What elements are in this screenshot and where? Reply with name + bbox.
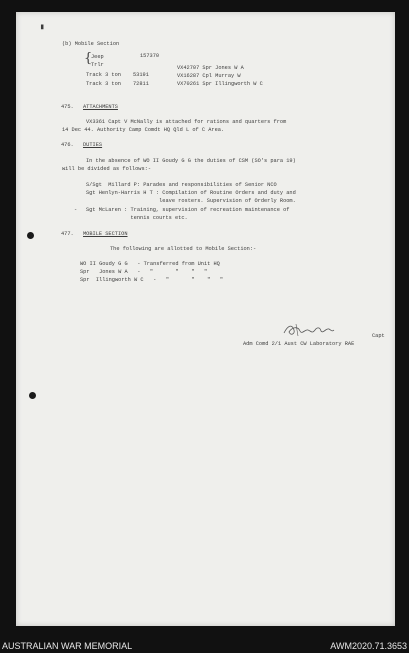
margin-dash: - [74,207,78,213]
duty-line: Sgt McLaren : Training, supervision of recreation maintenance of [86,207,290,213]
vehicle-type: Track 3 ton [86,72,121,78]
para-number: 475. [61,104,74,110]
para-heading: DUTIES [83,142,103,148]
duty-line: Sgt Henlyn-Harris H T : Compilation of Routine Orders and duty and [86,190,296,196]
document-page [16,12,395,626]
punch-hole [27,232,34,239]
para-heading: ATTACHMENTS [83,104,118,110]
brace: { [84,51,93,66]
allotment-row: Spr Illingworth W C - " " " " [80,277,224,283]
vehicle-assignment: VX70261 Spr Illingworth W C [177,81,263,87]
para-number: 476. [61,142,74,148]
vehicle-number: 157370 [140,53,160,59]
vehicle-type: Jeep [91,54,104,60]
vehicle-type: Track 3 ton [86,81,121,87]
vehicle-type: Trlr [91,62,104,68]
punch-hole [29,392,36,399]
section-title: (b) Mobile Section [62,41,120,47]
signature-rank: Capt [372,333,385,339]
footer-accession: AWM2020.71.3653 [330,641,407,651]
duty-line: tennis courts etc. [86,215,188,221]
vehicle-number: 53191 [133,72,149,78]
allotment-row: Spr Jones W A - " " " " [80,269,208,275]
para-line: The following are allotted to Mobile Section:- [110,246,257,252]
handwritten-signature [282,321,336,339]
duty-line: leave rosters. Supervision of Orderly Room. [86,198,296,204]
para-line: will be divided as follows:- [62,166,152,172]
vehicle-assignment: VX16287 Cpl Murray W [177,73,241,79]
corner-mark: ▘ [41,26,46,35]
allotment-row: WO II Goudy G G - Transferred from Unit HQ [80,261,220,267]
para-line: In the absence of WO II Goudy G G the duties of CSM (SO's para 19) [86,158,296,164]
signature-title: Adm Comd 2/1 Aust CW Laboratory RAE [243,341,355,347]
vehicle-assignment: VX42707 Spr Jones W A [177,65,244,71]
para-line: VX3361 Capt V McNally is attached for rations and quarters from [86,119,287,125]
para-heading: MOBILE SECTION [83,231,128,237]
vehicle-number: 72811 [133,81,149,87]
para-number: 477. [61,231,74,237]
duty-line: S/Sgt Millard P: Parades and responsibilities of Senior NCO [86,182,277,188]
footer-institution: AUSTRALIAN WAR MEMORIAL [2,641,133,651]
para-line: 14 Dec 44. Authority Camp Comdt HQ Qld L of C Area. [62,127,225,133]
